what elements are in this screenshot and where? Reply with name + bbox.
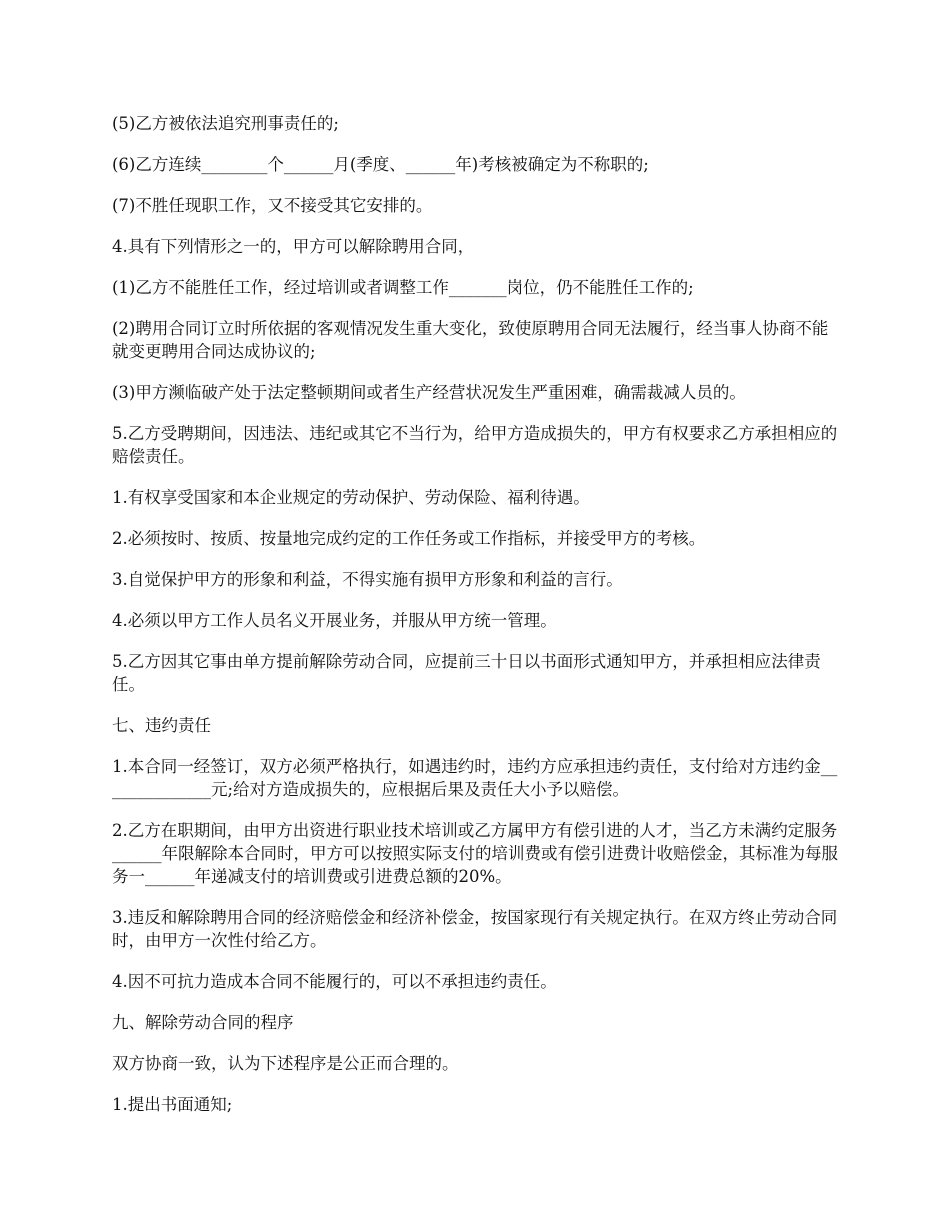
paragraph-termination-step-1: 1.提出书面通知; — [112, 1095, 233, 1114]
section-heading-termination: 九、解除劳动合同的程序 — [112, 1013, 294, 1032]
paragraph-liability-3: 3.违反和解除聘用合同的经济赔偿金和经济补偿金，按国家现行有关规定执行。在双方终止劳动合同时，由甲方一次性付给乙方。 — [112, 908, 838, 950]
paragraph-right-1: 1.有权享受国家和本企业规定的劳动保护、劳动保险、福利待遇。 — [112, 488, 590, 507]
paragraph-duty-5: 5.乙方因其它事由单方提前解除劳动合同，应提前三十日以书面形式通知甲方，并承担相应法律责任。 — [112, 652, 821, 694]
document-body — [112, 112, 842, 1134]
paragraph-clause-2: (2)聘用合同订立时所依据的客观情况发生重大变化，致使原聘用合同无法履行，经当事人协商不能就变更聘用合同达成协议的; — [112, 319, 829, 361]
paragraph-duty-2: 2.必须按时、按质、按量地完成约定的工作任务或工作指标，并接受甲方的考核。 — [112, 529, 706, 548]
paragraph-duty-4: 4.必须以甲方工作人员名义开展业务，并服从甲方统一管理。 — [112, 611, 557, 630]
paragraph-duty-3: 3.自觉保护甲方的形象和利益，不得实施有损甲方形象和利益的言行。 — [112, 570, 623, 589]
paragraph-section-4: 4.具有下列情形之一的，甲方可以解除聘用合同， — [112, 237, 475, 256]
paragraph-clause-6: (6)乙方连续________个______月(季度、______年)考核被确定为不称职的; — [112, 155, 649, 174]
section-heading-liability: 七、违约责任 — [112, 716, 211, 735]
paragraph-clause-1: (1)乙方不能胜任工作，经过培训或者调整工作_______岗位，仍不能胜任工作的; — [112, 278, 694, 297]
paragraph-clause-3: (3)甲方濒临破产处于法定整顿期间或者生产经营状况发生严重困难，确需裁减人员的。 — [112, 383, 746, 402]
paragraph-clause-7: (7)不胜任现职工作，又不接受其它安排的。 — [112, 196, 433, 215]
paragraph-liability-4: 4.因不可抗力造成本合同不能履行的，可以不承担违约责任。 — [112, 972, 557, 991]
paragraph-liability-2: 2.乙方在职期间，由甲方出资进行职业技术培训或乙方属甲方有偿引进的人才，当乙方未满约定服务______年限解除本合同时，甲方可以按照实际支付的培训费或有偿引进费计收赔偿金，其标准为每服务一______年递减支付的培训费或引进费总额的20%。 — [112, 821, 838, 886]
paragraph-liability-1: 1.本合同一经签订，双方必须严格执行，如遇违约时，违约方应承担违约责任，支付给对方违约金______________元;给对方造成损失的，应根据后果及责任大小予以赔偿。 — [112, 757, 838, 799]
paragraph-termination-intro: 双方协商一致，认为下述程序是公正而合理的。 — [112, 1054, 459, 1073]
paragraph-section-5: 5.乙方受聘期间，因违法、违纪或其它不当行为，给甲方造成损失的，甲方有权要求乙方承担相应的赔偿责任。 — [112, 424, 838, 466]
paragraph-clause-5: (5)乙方被依法追究刑事责任的; — [112, 114, 339, 133]
